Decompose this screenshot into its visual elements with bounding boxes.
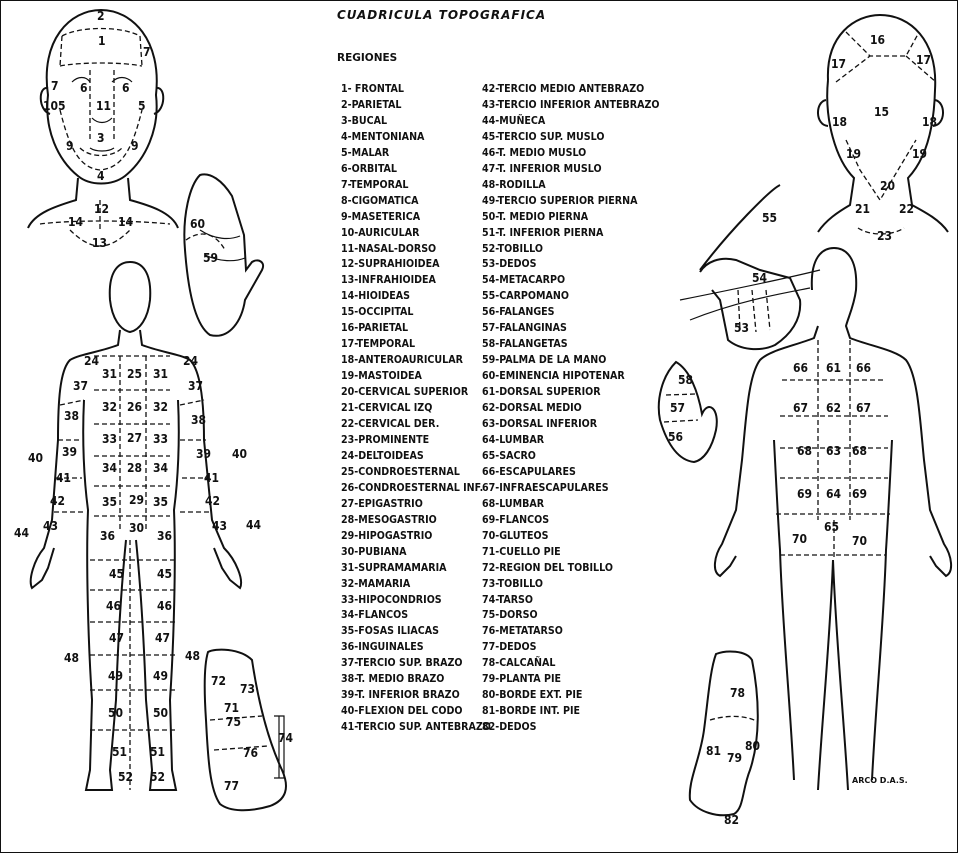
region-item: 42-TERCIO MEDIO ANTEBRAZO <box>482 83 645 95</box>
region-item: 11-NASAL-DORSO <box>341 242 437 255</box>
region-item: 77-DEDOS <box>482 641 537 654</box>
region-item: 43-TERCIO INFERIOR ANTEBRAZO <box>482 98 660 111</box>
backhead-label-16: 16 <box>870 33 886 47</box>
region-item: 14-HIOIDEAS <box>341 290 411 303</box>
back-body-figure <box>715 248 951 790</box>
head-label-14-left: 14 <box>68 215 84 229</box>
region-item: 47-T. INFERIOR MUSLO <box>482 162 602 175</box>
back-label-61: 61 <box>826 361 842 375</box>
hand-label-60: 60 <box>190 217 206 231</box>
region-item: 15-OCCIPITAL <box>341 306 414 319</box>
region-item: 45-TERCIO SUP. MUSLO <box>482 130 605 143</box>
region-item: 68-LUMBAR <box>482 497 545 510</box>
region-item: 44-MUÑECA <box>482 114 546 127</box>
body-label-47-right: 47 <box>155 631 171 645</box>
backhand-label-53: 53 <box>734 321 750 335</box>
back-label-70-left: 70 <box>792 532 808 546</box>
foot-label-73: 73 <box>240 682 256 696</box>
region-item: 22-CERVICAL DER. <box>341 418 440 431</box>
body-label-48-left: 48 <box>64 651 80 665</box>
body-label-51-left: 51 <box>112 745 128 759</box>
foot-label-74: 74 <box>278 731 294 745</box>
head-label-13: 13 <box>92 236 108 250</box>
head-label-11: 11 <box>96 99 112 113</box>
finger-label-58: 58 <box>678 373 694 387</box>
head-label-9-right: 9 <box>131 139 139 153</box>
region-item: 27-EPIGASTRIO <box>341 497 423 510</box>
body-label-42-left: 42 <box>50 494 66 508</box>
backhead-label-17-right: 17 <box>916 53 932 67</box>
body-label-49-left: 49 <box>108 669 124 683</box>
region-item: 58-FALANGETAS <box>482 338 568 351</box>
backhead-label-15: 15 <box>874 105 890 119</box>
region-item: 16-PARIETAL <box>341 322 409 335</box>
palm-hand-figure <box>184 174 263 335</box>
region-item: 33-HIPOCONDRIOS <box>341 593 442 606</box>
region-item: 41-TERCIO SUP. ANTEBRAZO <box>341 721 491 734</box>
body-label-34-right: 34 <box>153 461 169 475</box>
body-label-29: 29 <box>129 493 145 507</box>
region-item: 25-CONDROESTERNAL <box>341 465 460 478</box>
region-item: 26-CONDROESTERNAL INF. <box>341 481 484 494</box>
head-label-9-left: 9 <box>66 139 74 153</box>
region-item: 55-CARPOMANO <box>482 290 569 303</box>
body-label-39-left: 39 <box>62 445 78 459</box>
region-item: 7-TEMPORAL <box>341 178 409 191</box>
head-label-5-right: 5 <box>138 99 146 113</box>
body-label-32-right: 32 <box>153 400 169 414</box>
region-item: 34-FLANCOS <box>341 609 409 622</box>
body-label-30: 30 <box>129 521 145 535</box>
body-label-26: 26 <box>127 400 143 414</box>
body-label-37-left: 37 <box>73 379 89 393</box>
foot-label-77: 77 <box>224 779 240 793</box>
back-label-63: 63 <box>826 444 842 458</box>
region-item: 69-FLANCOS <box>482 513 550 526</box>
region-item: 3-BUCAL <box>341 114 388 127</box>
backhead-label-19-left: 19 <box>846 147 862 161</box>
region-item: 61-DORSAL SUPERIOR <box>482 386 601 399</box>
body-label-40-right: 40 <box>232 447 248 461</box>
body-label-50-left: 50 <box>108 706 124 720</box>
back-label-65: 65 <box>824 520 840 534</box>
body-label-36-right: 36 <box>157 529 173 543</box>
body-label-43-left: 43 <box>43 519 59 533</box>
region-item: 53-DEDOS <box>482 258 537 271</box>
region-item: 29-HIPOGASTRIO <box>341 529 433 542</box>
region-item: 36-INGUINALES <box>341 641 424 654</box>
backhead-label-19-right: 19 <box>912 147 928 161</box>
region-item: 60-EMINENCIA HIPOTENAR <box>482 370 625 383</box>
foot-label-76: 76 <box>243 746 259 760</box>
backhand-label-55: 55 <box>762 211 778 225</box>
body-label-27: 27 <box>127 431 143 445</box>
body-label-39-right: 39 <box>196 447 212 461</box>
region-item: 19-MASTOIDEA <box>341 370 422 383</box>
body-label-28: 28 <box>127 461 143 475</box>
body-label-50-right: 50 <box>153 706 169 720</box>
region-item: 49-TERCIO SUPERIOR PIERNA <box>482 194 638 207</box>
head-label-2: 2 <box>97 9 105 23</box>
region-item: 52-TOBILLO <box>482 242 543 255</box>
body-label-31-right: 31 <box>153 367 169 381</box>
region-item: 80-BORDE EXT. PIE <box>482 689 583 702</box>
body-label-48-right: 48 <box>185 649 201 663</box>
backhead-label-18-left: 18 <box>832 115 848 129</box>
backhead-label-17-left: 17 <box>831 57 847 71</box>
body-label-49-right: 49 <box>153 669 169 683</box>
sole-label-79: 79 <box>727 751 743 765</box>
body-label-33-left: 33 <box>102 432 118 446</box>
head-label-4: 4 <box>97 169 105 183</box>
finger-label-57: 57 <box>670 401 686 415</box>
sole-label-81: 81 <box>706 744 722 758</box>
body-label-31-left: 31 <box>102 367 118 381</box>
body-label-42-right: 42 <box>205 494 221 508</box>
region-item: 79-PLANTA PIE <box>482 673 562 686</box>
region-item: 4-MENTONIANA <box>341 130 425 143</box>
sole-foot-figure <box>690 652 761 816</box>
head-label-6-right: 6 <box>122 81 130 95</box>
body-label-43-right: 43 <box>212 519 228 533</box>
region-item: 8-CIGOMATICA <box>341 194 419 207</box>
body-label-46-left: 46 <box>106 599 122 613</box>
back-label-67-left: 67 <box>793 401 809 415</box>
body-label-35-left: 35 <box>102 495 118 509</box>
region-item: 81-BORDE INT. PIE <box>482 705 581 718</box>
region-item: 64-LUMBAR <box>482 433 545 446</box>
body-label-45-left: 45 <box>109 567 125 581</box>
body-label-44-left: 44 <box>14 526 30 540</box>
sole-label-80: 80 <box>745 739 761 753</box>
region-item: 35-FOSAS ILIACAS <box>341 625 440 638</box>
body-label-37-right: 37 <box>188 379 204 393</box>
body-label-41-right: 41 <box>204 471 220 485</box>
body-label-38-right: 38 <box>191 413 207 427</box>
back-label-64: 64 <box>826 487 842 501</box>
backhead-label-20: 20 <box>880 179 896 193</box>
body-label-47-left: 47 <box>109 631 125 645</box>
body-label-25: 25 <box>127 367 143 381</box>
region-item: 62-DORSAL MEDIO <box>482 402 582 415</box>
region-item: 18-ANTEROAURICULAR <box>341 354 463 367</box>
region-item: 57-FALANGINAS <box>482 322 567 335</box>
region-item: 5-MALAR <box>341 146 390 159</box>
back-label-69-right: 69 <box>852 487 868 501</box>
body-label-32-left: 32 <box>102 400 118 414</box>
region-item: 70-GLUTEOS <box>482 529 549 542</box>
body-label-40-left: 40 <box>28 451 44 465</box>
body-label-33-right: 33 <box>153 432 169 446</box>
region-item: 82-DEDOS <box>482 721 537 734</box>
region-item: 56-FALANGES <box>482 306 555 319</box>
head-label-12: 12 <box>94 202 110 216</box>
body-label-24-left: 24 <box>84 354 100 368</box>
region-item: 63-DORSAL INFERIOR <box>482 418 598 431</box>
region-item: 23-PROMINENTE <box>341 433 430 446</box>
region-item: 6-ORBITAL <box>341 162 397 175</box>
region-item: 28-MESOGASTRIO <box>341 513 437 526</box>
region-item: 46-T. MEDIO MUSLO <box>482 146 587 159</box>
hand-label-59: 59 <box>203 251 219 265</box>
body-label-41-left: 41 <box>56 471 72 485</box>
backhead-label-23: 23 <box>877 229 893 243</box>
back-label-62: 62 <box>826 401 842 415</box>
sole-label-82: 82 <box>724 813 740 827</box>
region-item: 76-METATARSO <box>482 625 563 638</box>
foot-label-75: 75 <box>226 715 242 729</box>
sole-label-78: 78 <box>730 686 746 700</box>
body-label-51-right: 51 <box>150 745 166 759</box>
body-label-52-left: 52 <box>118 770 134 784</box>
region-item: 71-CUELLO PIE <box>482 545 561 558</box>
region-item: 9-MASETERICA <box>341 210 421 223</box>
back-label-68-left: 68 <box>797 444 813 458</box>
body-label-38-left: 38 <box>64 409 80 423</box>
region-item: 1- FRONTAL <box>341 83 404 95</box>
body-label-44-right: 44 <box>246 518 262 532</box>
region-item: 75-DORSO <box>482 609 538 622</box>
region-item: 32-MAMARIA <box>341 577 411 590</box>
back-label-70-right: 70 <box>852 534 868 548</box>
body-label-46-right: 46 <box>157 599 173 613</box>
region-item: 24-DELTOIDEAS <box>341 449 424 462</box>
finger-label-56: 56 <box>668 430 684 444</box>
region-item: 31-SUPRAMAMARIA <box>341 561 447 574</box>
region-item: 51-T. INFERIOR PIERNA <box>482 226 604 239</box>
region-item: 78-CALCAÑAL <box>482 657 556 670</box>
back-label-66-right: 66 <box>856 361 872 375</box>
region-item: 13-INFRAHIOIDEA <box>341 274 436 287</box>
region-item: 37-TERCIO SUP. BRAZO <box>341 657 463 670</box>
back-label-68-right: 68 <box>852 444 868 458</box>
backhead-label-21: 21 <box>855 202 871 216</box>
region-item: 40-FLEXION DEL CODO <box>341 705 463 718</box>
body-label-35-right: 35 <box>153 495 169 509</box>
region-item: 54-METACARPO <box>482 274 566 287</box>
head-label-10: 10 <box>43 99 59 113</box>
head-label-14-right: 14 <box>118 215 134 229</box>
region-item: 2-PARIETAL <box>341 98 402 111</box>
head-label-1: 1 <box>98 34 106 48</box>
region-item: 66-ESCAPULARES <box>482 465 576 478</box>
region-item: 20-CERVICAL SUPERIOR <box>341 386 469 399</box>
region-item: 10-AURICULAR <box>341 226 420 239</box>
body-label-45-right: 45 <box>157 567 173 581</box>
head-label-3: 3 <box>97 131 105 145</box>
body-label-36-left: 36 <box>100 529 116 543</box>
foot-label-71: 71 <box>224 701 240 715</box>
region-item: 39-T. INFERIOR BRAZO <box>341 689 460 702</box>
back-hand-figure <box>680 185 820 349</box>
region-item: 59-PALMA DE LA MANO <box>482 354 607 367</box>
artist-credit: ARCO D.A.S. <box>852 776 908 785</box>
head-label-5-left: 5 <box>58 99 66 113</box>
body-label-52-right: 52 <box>150 770 166 784</box>
head-label-6-left: 6 <box>80 81 88 95</box>
foot-label-72: 72 <box>211 674 227 688</box>
regions-heading: REGIONES <box>337 52 398 64</box>
region-item: 48-RODILLA <box>482 178 546 191</box>
head-label-7-left: 7 <box>51 79 59 93</box>
region-item: 65-SACRO <box>482 449 536 462</box>
region-item: 67-INFRAESCAPULARES <box>482 481 609 494</box>
region-item: 50-T. MEDIO PIERNA <box>482 210 589 223</box>
region-item: 74-TARSO <box>482 593 534 606</box>
region-item: 72-REGION DEL TOBILLO <box>482 561 613 574</box>
region-item: 12-SUPRAHIOIDEA <box>341 258 440 271</box>
backhead-label-22: 22 <box>899 202 915 216</box>
back-label-67-right: 67 <box>856 401 872 415</box>
body-label-34-left: 34 <box>102 461 118 475</box>
backhead-label-18-right: 18 <box>922 115 938 129</box>
region-item: 38-T. MEDIO BRAZO <box>341 673 445 686</box>
head-label-7-right: 7 <box>143 45 151 59</box>
back-label-69-left: 69 <box>797 487 813 501</box>
diagram-title: CUADRICULA TOPOGRAFICA <box>337 8 547 22</box>
region-item: 17-TEMPORAL <box>341 338 416 351</box>
region-item: 73-TOBILLO <box>482 577 543 590</box>
region-item: 30-PUBIANA <box>341 545 407 558</box>
back-label-66-left: 66 <box>793 361 809 375</box>
body-label-24-right: 24 <box>183 354 199 368</box>
region-item: 21-CERVICAL IZQ <box>341 402 433 415</box>
backhand-label-54: 54 <box>752 271 768 285</box>
